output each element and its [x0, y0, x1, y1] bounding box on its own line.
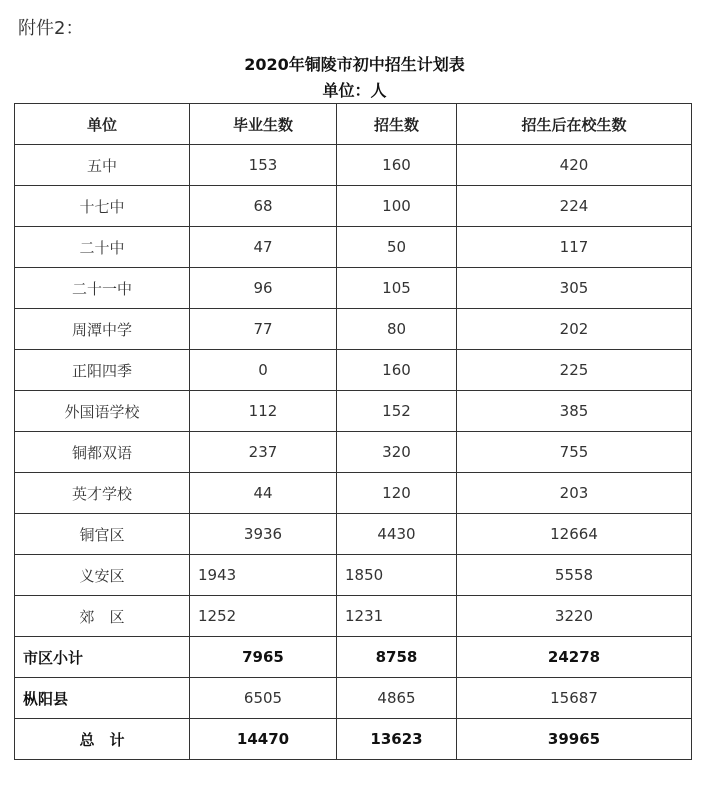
cell-graduates: 6505: [190, 678, 337, 719]
cell-unit: 二十中: [15, 227, 190, 268]
table-row: [15, 473, 692, 514]
cell-after: 225: [457, 350, 692, 391]
cell-after: 755: [457, 432, 692, 473]
cell-graduates: 1943: [190, 555, 337, 596]
cell-enrollment: 100: [337, 186, 457, 227]
cell-enrollment: 1850: [337, 555, 457, 596]
cell-unit: 二十一中: [15, 268, 190, 309]
column-header-unit: 单位: [15, 104, 190, 145]
cell-unit: 郊 区: [15, 596, 190, 637]
cell-graduates: 153: [190, 145, 337, 186]
cell-enrollment: 8758: [337, 637, 457, 678]
cell-unit: 英才学校: [15, 473, 190, 514]
cell-after: 305: [457, 268, 692, 309]
table-row: [15, 432, 692, 473]
cell-enrollment: 160: [337, 145, 457, 186]
cell-graduates: 44: [190, 473, 337, 514]
cell-enrollment: 1231: [337, 596, 457, 637]
table-row: [15, 186, 692, 227]
table-row: [15, 350, 692, 391]
enrollment-plan-table: [14, 103, 692, 760]
cell-unit: 十七中: [15, 186, 190, 227]
total-row: [15, 719, 692, 760]
cell-graduates: 1252: [190, 596, 337, 637]
cell-after: 420: [457, 145, 692, 186]
cell-graduates: 7965: [190, 637, 337, 678]
cell-unit: 铜都双语: [15, 432, 190, 473]
cell-graduates: 77: [190, 309, 337, 350]
table-title: 2020年铜陵市初中招生计划表: [244, 55, 465, 74]
cell-after: 203: [457, 473, 692, 514]
cell-after: 39965: [457, 719, 692, 760]
cell-enrollment: 4865: [337, 678, 457, 719]
cell-graduates: 0: [190, 350, 337, 391]
table-row: [15, 678, 692, 719]
table-row: [15, 555, 692, 596]
cell-enrollment: 80: [337, 309, 457, 350]
cell-enrollment: 160: [337, 350, 457, 391]
subtotal-row: [15, 637, 692, 678]
cell-after: 385: [457, 391, 692, 432]
attachment-label: 附件2：: [18, 18, 84, 39]
column-header-graduates: 毕业生数: [190, 104, 337, 145]
cell-after: 5558: [457, 555, 692, 596]
cell-graduates: 96: [190, 268, 337, 309]
column-header-after-enrollment: 招生后在校生数: [457, 104, 692, 145]
cell-unit: 外国语学校: [15, 391, 190, 432]
cell-unit: 总 计: [15, 719, 190, 760]
cell-enrollment: 152: [337, 391, 457, 432]
table-row: [15, 514, 692, 555]
cell-enrollment: 50: [337, 227, 457, 268]
cell-unit: 五中: [15, 145, 190, 186]
cell-graduates: 3936: [190, 514, 337, 555]
cell-after: 224: [457, 186, 692, 227]
cell-graduates: 14470: [190, 719, 337, 760]
cell-graduates: 68: [190, 186, 337, 227]
cell-unit: 市区小计: [15, 637, 190, 678]
table-row: [15, 391, 692, 432]
cell-after: 15687: [457, 678, 692, 719]
cell-enrollment: 105: [337, 268, 457, 309]
cell-graduates: 237: [190, 432, 337, 473]
cell-unit: 正阳四季: [15, 350, 190, 391]
cell-after: 24278: [457, 637, 692, 678]
cell-after: 202: [457, 309, 692, 350]
table-row: [15, 145, 692, 186]
unit-label: 单位：人: [322, 81, 387, 100]
cell-enrollment: 120: [337, 473, 457, 514]
cell-unit: 枞阳县: [15, 678, 190, 719]
table-row: [15, 309, 692, 350]
table-row: [15, 596, 692, 637]
cell-after: 117: [457, 227, 692, 268]
cell-unit: 义安区: [15, 555, 190, 596]
cell-graduates: 112: [190, 391, 337, 432]
cell-enrollment: 4430: [337, 514, 457, 555]
cell-after: 12664: [457, 514, 692, 555]
cell-enrollment: 320: [337, 432, 457, 473]
cell-graduates: 47: [190, 227, 337, 268]
table-row: [15, 268, 692, 309]
cell-unit: 铜官区: [15, 514, 190, 555]
cell-unit: 周潭中学: [15, 309, 190, 350]
table-header-row: [15, 104, 692, 145]
column-header-enrollment: 招生数: [337, 104, 457, 145]
cell-after: 3220: [457, 596, 692, 637]
cell-enrollment: 13623: [337, 719, 457, 760]
table-row: [15, 227, 692, 268]
